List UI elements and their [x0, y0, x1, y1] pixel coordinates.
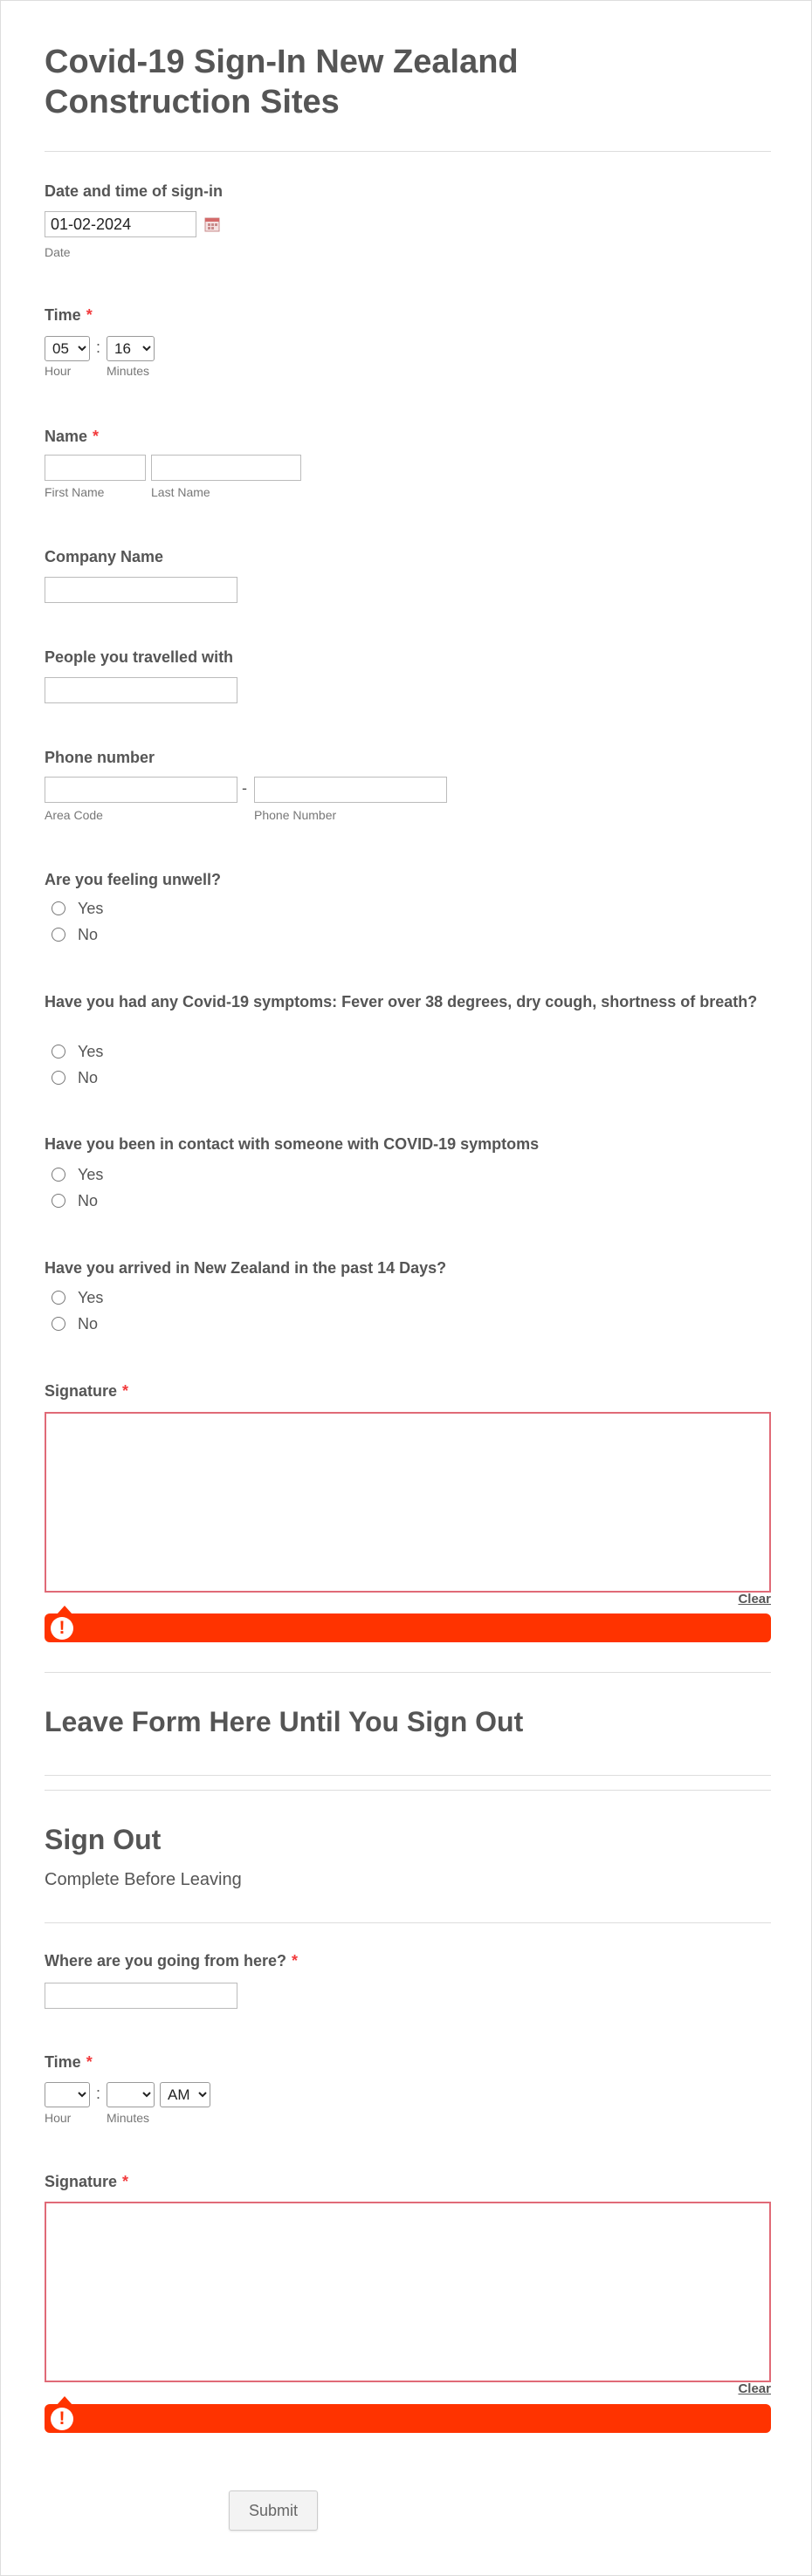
radio-label: Yes [78, 1288, 104, 1306]
radio-label: No [78, 1191, 99, 1209]
radio-label: Yes [78, 1165, 104, 1183]
submit-button[interactable]: Submit [229, 2490, 318, 2531]
radio-circle[interactable] [52, 1291, 65, 1305]
signout-signature-label-text: Signature [45, 2173, 118, 2190]
radio-circle[interactable] [52, 1194, 65, 1208]
time-colon: : [96, 2085, 101, 2102]
radio-circle[interactable] [52, 1168, 65, 1182]
last-name-input[interactable] [151, 455, 301, 481]
required-mark: * [122, 2173, 129, 2190]
signout-signature-label [45, 2172, 128, 2191]
signout-signature-clear-link[interactable]: Clear [738, 2381, 771, 2396]
question-arrived-label: Have you arrived in New Zealand in the past 14 Days? [45, 1259, 447, 1277]
required-mark: * [86, 306, 93, 324]
required-mark: * [93, 428, 100, 445]
signout-heading: Sign Out [45, 1824, 162, 1855]
minutes-sublabel: Minutes [107, 364, 150, 378]
divider [45, 1922, 771, 1923]
signature-error-bar [45, 1613, 771, 1642]
travelled-input[interactable] [45, 677, 237, 703]
date-sublabel: Date [45, 245, 71, 259]
signature-label-text: Signature [45, 1382, 118, 1400]
required-mark: * [122, 1382, 129, 1400]
time-label [45, 305, 93, 325]
minutes-sublabel: Minutes [107, 2111, 150, 2125]
error-pointer [57, 2396, 72, 2405]
form-title: Covid-19 Sign-In New Zealand Construction Sites [45, 44, 519, 120]
hour-sublabel: Hour [45, 2111, 72, 2125]
radio-circle[interactable] [52, 1317, 65, 1331]
hour-sublabel: Hour [45, 364, 72, 378]
radio-unwell-yes[interactable] [45, 898, 103, 919]
divider [45, 151, 771, 152]
phone-number-input[interactable] [254, 777, 447, 803]
signout-time-label-text: Time [45, 2053, 81, 2071]
radio-label: No [78, 1314, 99, 1333]
radio-symptoms-no[interactable] [45, 1067, 98, 1088]
radio-label: No [78, 1068, 99, 1086]
radio-circle[interactable] [52, 1045, 65, 1058]
error-pointer [57, 1606, 72, 1614]
divider [45, 1672, 771, 1673]
date-input[interactable] [45, 211, 196, 237]
signature-label [45, 1381, 128, 1401]
signout-time-label [45, 2052, 93, 2072]
first-name-input[interactable] [45, 455, 146, 481]
signout-hour-select[interactable] [45, 2082, 90, 2107]
minutes-select[interactable] [107, 336, 155, 361]
first-name-sublabel: First Name [45, 485, 105, 499]
going-label [45, 1951, 298, 1970]
question-unwell-label: Are you feeling unwell? [45, 871, 222, 888]
radio-label: No [78, 925, 99, 943]
divider [45, 1775, 771, 1776]
phone-dash: - [242, 779, 247, 797]
going-input[interactable] [45, 1983, 237, 2009]
radio-label: Yes [78, 1042, 104, 1060]
going-label-text: Where are you going from here? [45, 1952, 287, 1970]
time-colon: : [96, 339, 101, 356]
last-name-sublabel: Last Name [151, 485, 210, 499]
required-mark: * [292, 1952, 299, 1970]
question-contact-label: Have you been in contact with someone with COVID-19 symptoms [45, 1135, 540, 1153]
radio-arrived-no[interactable] [45, 1313, 98, 1334]
error-icon: ! [51, 1617, 73, 1640]
area-code-sublabel: Area Code [45, 808, 103, 822]
radio-label: Yes [78, 899, 104, 917]
radio-circle[interactable] [52, 901, 65, 915]
phone-number-sublabel: Phone Number [254, 808, 337, 822]
phone-label: Phone number [45, 749, 155, 766]
question-symptoms-label: Have you had any Covid-19 symptoms: Fever over 38 degrees, dry cough, shortness of breath? [45, 993, 758, 1011]
radio-symptoms-yes[interactable] [45, 1041, 103, 1062]
radio-arrived-yes[interactable] [45, 1287, 103, 1308]
area-code-input[interactable] [45, 777, 237, 803]
signout-signature-error-bar [45, 2404, 771, 2433]
hour-select[interactable] [45, 336, 90, 361]
signout-subheading: Complete Before Leaving [45, 1870, 242, 1889]
name-label-text: Name [45, 428, 88, 445]
calendar-icon[interactable] [204, 216, 220, 232]
signature-clear-link[interactable]: Clear [738, 1592, 771, 1607]
radio-contact-yes[interactable] [45, 1164, 103, 1185]
time-label-text: Time [45, 306, 81, 324]
name-label [45, 427, 99, 446]
signature-pad[interactable] [45, 1412, 771, 1593]
date-label: Date and time of sign-in [45, 182, 224, 200]
ampm-select[interactable] [160, 2082, 210, 2107]
company-input[interactable] [45, 577, 237, 603]
company-label: Company Name [45, 548, 164, 565]
radio-circle[interactable] [52, 928, 65, 942]
radio-contact-no[interactable] [45, 1190, 98, 1211]
signout-signature-pad[interactable] [45, 2202, 771, 2382]
error-icon: ! [51, 2408, 73, 2430]
leave-form-heading: Leave Form Here Until You Sign Out [45, 1706, 524, 1737]
signout-minutes-select[interactable] [107, 2082, 155, 2107]
divider [45, 1790, 771, 1791]
radio-unwell-no[interactable] [45, 924, 98, 945]
radio-circle[interactable] [52, 1071, 65, 1085]
travelled-label: People you travelled with [45, 648, 234, 666]
required-mark: * [86, 2053, 93, 2071]
